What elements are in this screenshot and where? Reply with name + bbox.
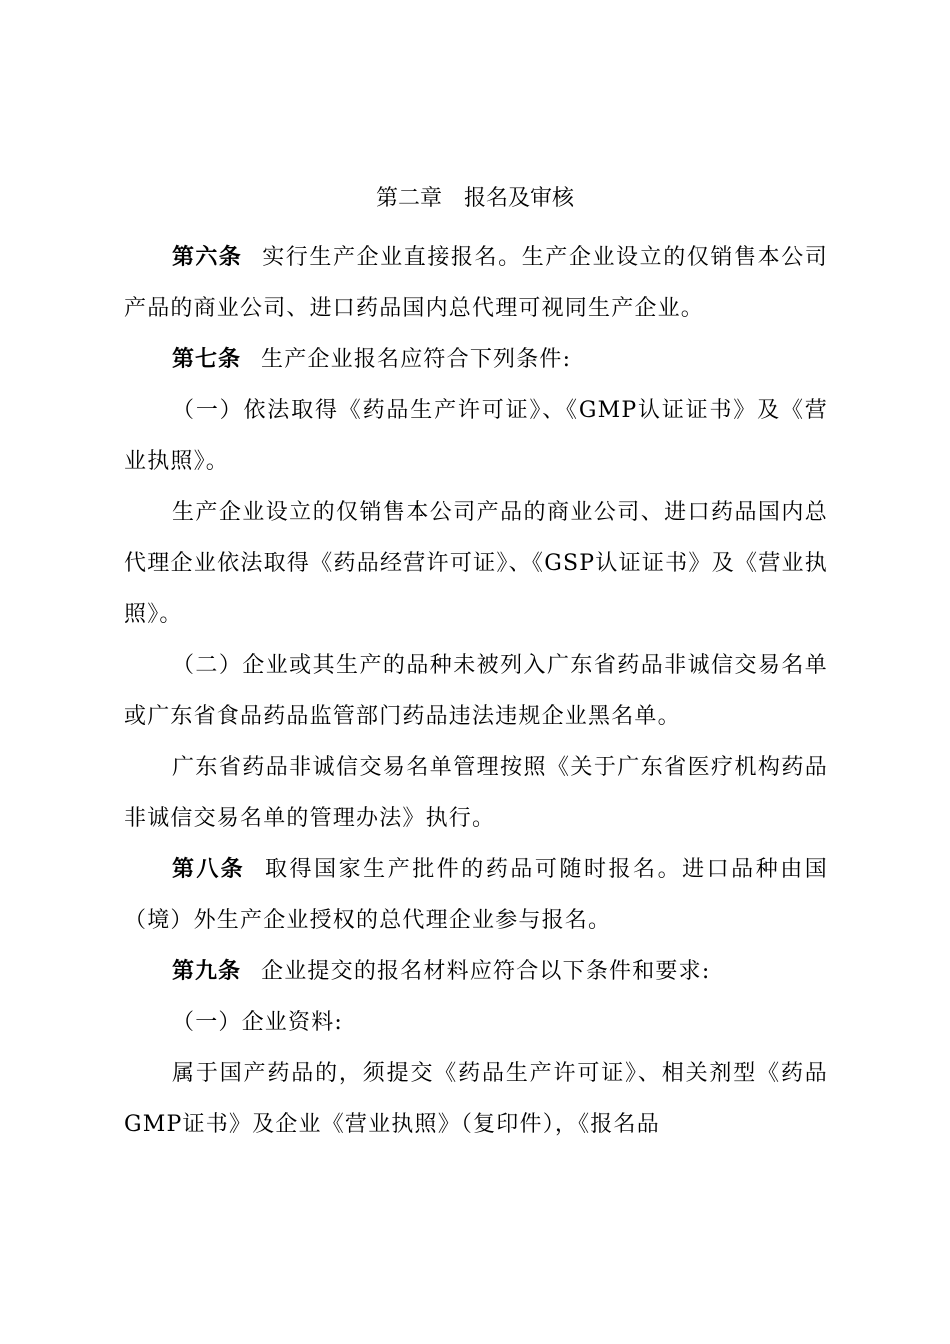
clause-paragraph: [124, 742, 828, 844]
article-8-paragraph: [124, 844, 828, 946]
clause-paragraph: [124, 385, 828, 487]
paragraph-text: 企业提交的报名材料应符合以下条件和要求:: [261, 959, 711, 984]
chapter-title: 第二章 报名及审核: [375, 186, 574, 211]
clause-paragraph: [124, 640, 828, 742]
clause-paragraph: [124, 487, 828, 640]
document-body: [124, 232, 828, 1150]
article-6-paragraph: [124, 232, 828, 334]
paragraph-text: （一）企业资料:: [172, 1010, 344, 1035]
paragraph-text: （二）企业或其生产的品种未被列入广东省药品非诚信交易名单或广东省食品药品监管部门药品违法违规企业黑名单。: [124, 653, 828, 729]
article-label: 第八条: [172, 857, 246, 882]
paragraph-text: 实行生产企业直接报名。生产企业设立的仅销售本公司产品的商业公司、进口药品国内总代理可视同生产企业。: [124, 245, 828, 321]
paragraph-text: （一）依法取得《药品生产许可证》、《GMP认证证书》及《营业执照》。: [124, 398, 828, 474]
article-label: 第七条: [172, 347, 242, 372]
paragraph-text: 生产企业报名应符合下列条件:: [261, 347, 572, 372]
paragraph-text: 属于国产药品的，须提交《药品生产许可证》、相关剂型《药品GMP证书》及企业《营业执照》（复印件），《报名品: [124, 1061, 828, 1137]
article-label: 第九条: [172, 959, 242, 984]
paragraph-text: 广东省药品非诚信交易名单管理按照《关于广东省医疗机构药品非诚信交易名单的管理办法》执行。: [124, 755, 828, 831]
clause-paragraph: [124, 997, 828, 1048]
clause-paragraph: [124, 1048, 828, 1150]
article-7-paragraph: [124, 334, 828, 385]
article-label: 第六条: [172, 245, 243, 270]
paragraph-text: 取得国家生产批件的药品可随时报名。进口品种由国（境）外生产企业授权的总代理企业参与报名。: [124, 857, 828, 933]
paragraph-text: 生产企业设立的仅销售本公司产品的商业公司、进口药品国内总代理企业依法取得《药品经营许可证》、《GSP认证证书》及《营业执照》。: [124, 500, 828, 627]
article-9-paragraph: [124, 946, 828, 997]
